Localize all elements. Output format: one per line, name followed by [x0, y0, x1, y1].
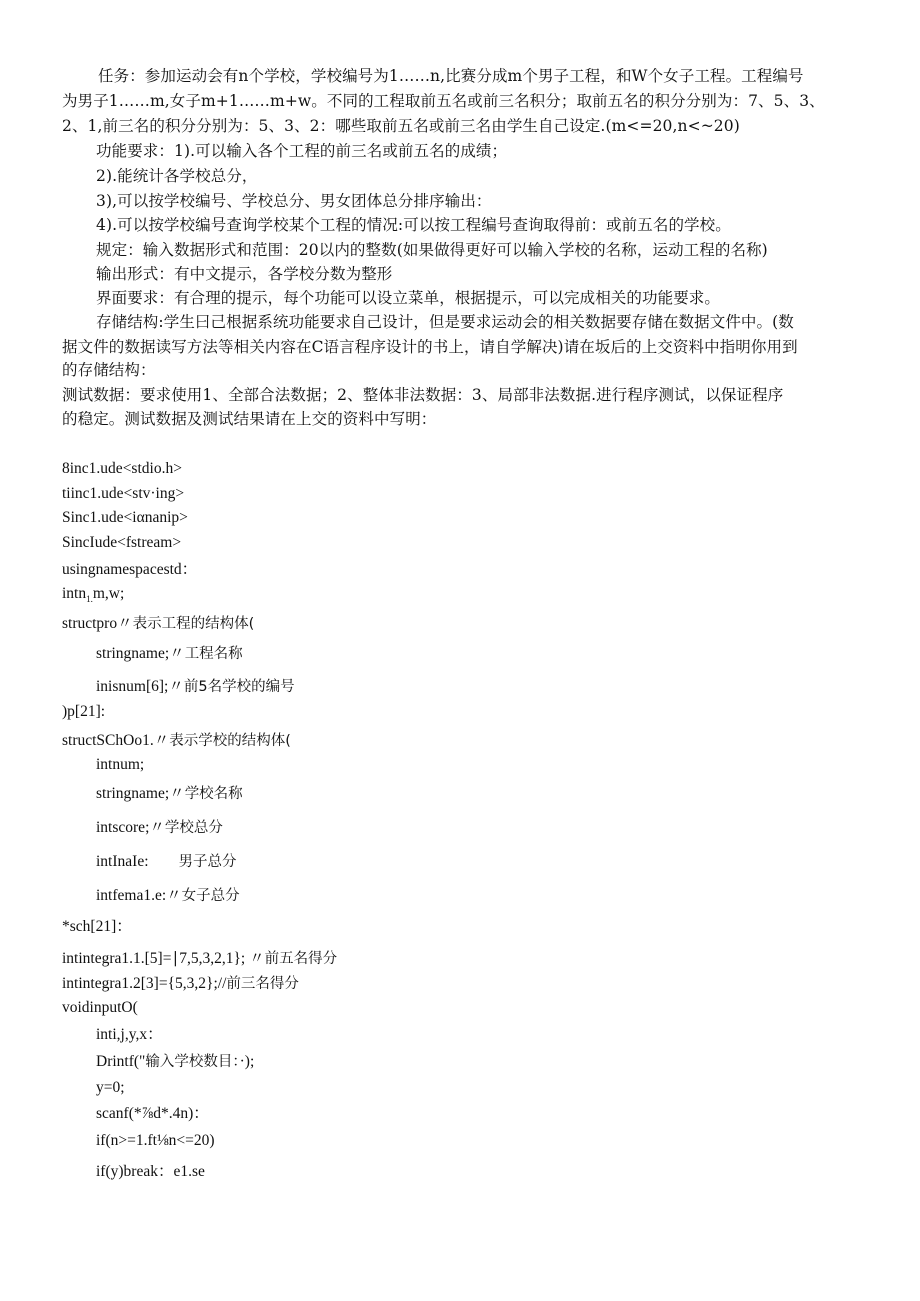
storage-line-1: 存储结构:学生曰己根据系统功能要求自己设计，但是要求运动会的相关数据要存储在数据文件中。(数	[96, 313, 794, 331]
code-line-12: intnum;	[96, 756, 145, 773]
code-line-18: intintegra1.1.[5]=∣7,5,3,2,1}; 〃前五名得分	[62, 950, 338, 967]
code-line-22: Drintf("输入学校数目：·);	[96, 1053, 255, 1070]
code-line-11: structSChOo1.〃表示学校的结构体(	[62, 732, 291, 749]
code-line-10: )p[21]:	[62, 703, 106, 720]
requirement-line-2: 2).能统计各学校总分，	[96, 167, 258, 185]
code-line-3: Sinc1.ude<iαnanip>	[62, 509, 188, 526]
rule-line: 规定：输入数据形式和范围：20以内的整数(如果做得更好可以输入学校的名称，运动工程的名称)	[96, 241, 768, 259]
test-line-1: 测试数据：要求使用1、全部合法数据；2、整体非法数据：3、局部非法数据.进行程序测试，以保证程序	[62, 386, 784, 404]
test-line-2: 的稳定。测试数据及测试结果请在上交的资料中写明：	[62, 410, 437, 428]
code-line-19: intintegra1.2[3]={5,3,2};//前三名得分	[62, 975, 299, 992]
code-line-24: scanf(*⅞d*.4n)：	[96, 1105, 209, 1122]
code-line-2: tiinc1.ude<stv·ing>	[62, 485, 185, 502]
code-line-8: stringname;〃工程名称	[96, 645, 243, 662]
code-line-23: y=0;	[96, 1079, 125, 1096]
code-line-15: intInaIe: 男子总分	[96, 853, 237, 870]
task-line-1: 任务：参加运动会有n个学校，学校编号为1……n,比赛分成m个男子工程，和W个女子工程。工程编号	[98, 67, 804, 85]
storage-line-3: 的存储结构：	[62, 361, 156, 379]
task-line-2: 为男子1……m,女子m+1……m+w。不同的工程取前五名或前三名积分；取前五名的积分分别为：7、5、3、	[62, 92, 825, 110]
task-line-3: 2、1,前三名的积分分别为：5、3、2：哪些取前五名或前三名由学生自己设定.(m<=20,n<~20)	[62, 117, 740, 135]
code-line-9: inisnum[6];〃前5名学校的编号	[96, 678, 295, 695]
requirement-line-3: 3),可以按学校编号、学校总分、男女团体总分排序输出：	[96, 192, 492, 210]
storage-line-2: 据文件的数据读写方法等相关内容在C语言程序设计的书上，请自学解决)请在坂后的上交资料中指明你用到	[62, 338, 798, 356]
output-form-line: 输出形式：有中文提示，各学校分数为整形	[96, 265, 393, 283]
code-line-5: usingnamespacestd：	[62, 561, 198, 578]
requirement-line-1: 功能要求：1).可以输入各个工程的前三名或前五名的成绩；	[96, 142, 508, 160]
code-line-26: if(y)break：e1.se	[96, 1163, 205, 1180]
requirement-line-4: 4).可以按学校编号查询学校某个工程的情况:可以按工程编号查询取得前：或前五名的学校。	[96, 216, 731, 234]
code-line-6: intn$_{1.}$m,w;	[62, 585, 125, 605]
code-line-7: structpro〃表示工程的结构体(	[62, 615, 255, 632]
code-line-4: SincIude<fstream>	[62, 534, 182, 551]
interface-line: 界面要求：有合理的提示，每个功能可以设立菜单，根据提示，可以完成相关的功能要求。	[96, 289, 721, 307]
code-line-21: inti,j,y,x：	[96, 1026, 163, 1043]
code-line-17: *sch[21]：	[62, 918, 132, 935]
code-line-20: voidinputO(	[62, 999, 138, 1016]
code-line-25: if(n>=1.ft⅛n<=20)	[96, 1132, 215, 1149]
code-line-1: 8inc1.ude<stdio.h>	[62, 460, 182, 477]
code-line-16: intfema1.e:〃女子总分	[96, 887, 240, 904]
code-line-13: stringname;〃学校名称	[96, 785, 243, 802]
code-line-14: intscore;〃学校总分	[96, 819, 223, 836]
